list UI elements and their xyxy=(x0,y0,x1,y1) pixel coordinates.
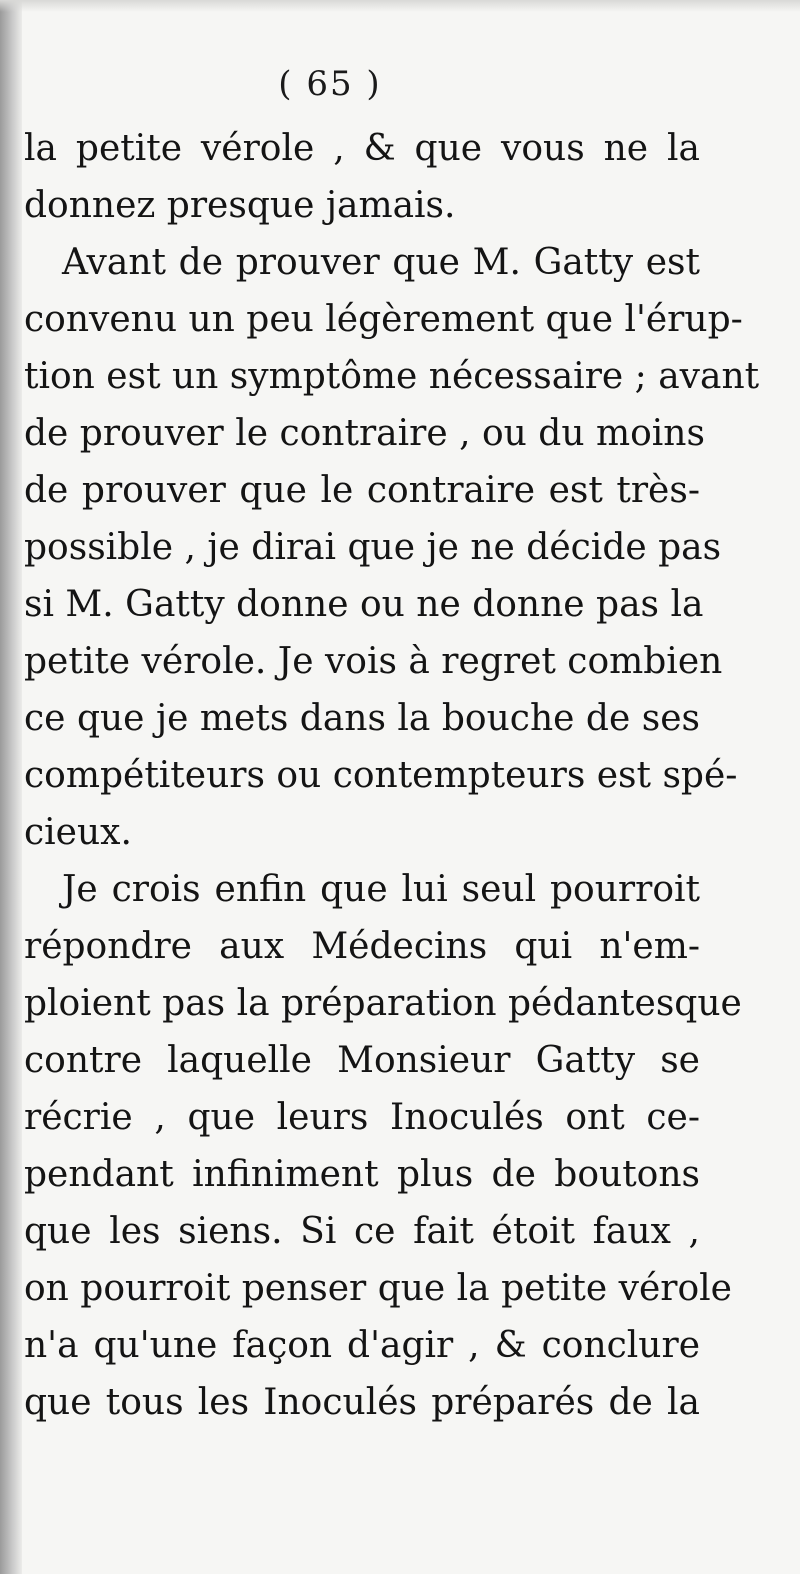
text-line: Je crois enfin que lui seul pourroit xyxy=(62,869,700,910)
text-line: donnez presque jamais. xyxy=(24,185,456,226)
text-line: possible , je dirai que je ne décide pas xyxy=(24,527,722,568)
text-line: contre laquelle Monsieur Gatty se xyxy=(24,1040,700,1081)
body-text xyxy=(24,120,760,1431)
text-line: on pourroit penser que la petite vérole xyxy=(24,1268,732,1309)
page-gutter-shadow xyxy=(0,0,22,1574)
text-line: compétiteurs ou contempteurs est spé- xyxy=(24,755,738,796)
text-line: Avant de prouver que M. Gatty est xyxy=(62,242,700,283)
text-line: que tous les Inoculés préparés de la xyxy=(24,1382,700,1423)
page-number: ( 65 ) xyxy=(278,64,382,104)
text-line: de prouver que le contraire est très- xyxy=(24,470,700,511)
text-line: ce que je mets dans la bouche de ses xyxy=(24,698,700,739)
page-top-shadow xyxy=(0,0,800,12)
text-line: si M. Gatty donne ou ne donne pas la xyxy=(24,584,704,625)
text-line: ploient pas la préparation pédantesque xyxy=(24,983,742,1024)
text-line: récrie , que leurs Inoculés ont ce- xyxy=(24,1097,700,1138)
text-line: la petite vérole , & que vous ne la xyxy=(24,128,700,169)
text-line: petite vérole. Je vois à regret combien xyxy=(24,641,723,682)
text-line: que les siens. Si ce fait étoit faux , xyxy=(24,1211,700,1252)
text-line: convenu un peu légèrement que l'érup- xyxy=(24,299,743,340)
text-line: n'a qu'une façon d'agir , & conclure xyxy=(24,1325,700,1366)
text-line: tion est un symptôme nécessaire ; avant xyxy=(24,356,760,397)
text-line: de prouver le contraire , ou du moins xyxy=(24,413,705,454)
text-line: pendant infiniment plus de boutons xyxy=(24,1154,700,1195)
text-line: cieux. xyxy=(24,812,132,853)
text-line: répondre aux Médecins qui n'em- xyxy=(24,926,700,967)
